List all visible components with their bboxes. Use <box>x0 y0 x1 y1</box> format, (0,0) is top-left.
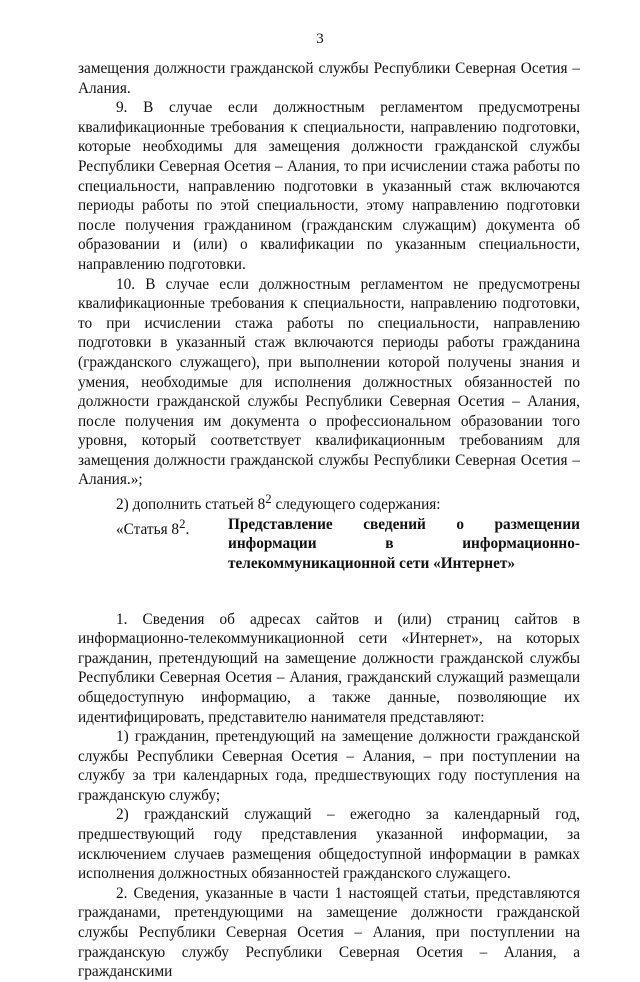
amendment-item-2 <box>78 490 580 515</box>
amendment-text: 2) дополнить статьей 8 <box>116 496 266 514</box>
page-number: 3 <box>316 31 324 47</box>
document-body <box>78 59 580 982</box>
article-title: Представление сведений о размещении информации в информационно-телекоммуникационной сети «Интернет» <box>228 515 580 572</box>
paragraph-9: 9. В случае если должностным регламентом предусмотрены квалификационные требования к специальности, направлению подготовки, которые необходимы для замещения должности гражданской службы Республики Северная Осетия – Алания, то при исчислении стажа работы по специальности, направлению подготовки в указанный стаж включаются периоды работы по этой специальности, этому направлению подготовки после получения гражданином (гражданским служащим) документа об образовании и (или) о квалификации по указанным специальности, направлению подготовки. <box>78 99 580 273</box>
paragraph-1: 1. Сведения об адресах сайтов и (или) страниц сайтов в информационно-телекоммуникационной сети «Интернет», на которых гражданин, претендующий на замещение должности гражданской службы Республики Северная Осетия – Алания, гражданский служащий размещали общедоступную информацию, а также данные, позволяющие их идентифицировать, представителю нанимателя представляют: <box>78 610 580 726</box>
paragraph-2: 2. Сведения, указанные в части 1 настоящей статьи, представляются гражданами, претендующими на замещение должности гражданской службы Республики Северная Осетия – Алания, при поступлении на гражданскую службу Республики Северная Осетия – Алания, а гражданскими <box>78 884 580 981</box>
article-label: «Статья $8^2$. <box>116 516 190 538</box>
paragraph-1-item-2: 2) гражданский служащий – ежегодно за календарный год, предшествующий году представления указанной информации, за исключением случаев размещения общедоступной информации в рамках исполнения должностных обязанностей гражданского служащего. <box>78 806 580 883</box>
paragraph-1-item-1: 1) гражданин, претендующий на замещение должности гражданской службы Республики Северная Осетия – Алания, – при поступлении на службу за три календарных года, предшествующих году поступления на гражданскую службу; <box>78 728 580 804</box>
amendment-superscript: 2 <box>265 492 272 507</box>
amendment-text-end: следующего содержания: <box>271 496 441 514</box>
article-heading <box>78 515 580 574</box>
paragraph-intro: замещения должности гражданской службы Республики Северная Осетия – Алания. <box>78 60 580 97</box>
section-gap <box>78 574 580 610</box>
paragraph-10: 10. В случае если должностным регламентом не предусмотрены квалификационные требования к специальности, направлению подготовки, то при исчислении стажа работы по специальности, направлению подготовки в указанный стаж включаются периоды работы гражданина (гражданского служащего), при выполнении которой получены знания и умения, необходимые для исполнения должностных обязанностей по должности гражданской службы Республики Северная Осетия – Алания, после получения им документа о профессиональном образовании того уровня, который соответствует квалификационным требованиям для замещения должности гражданской службы Республики Северная Осетия – Алания.»; <box>78 275 580 489</box>
